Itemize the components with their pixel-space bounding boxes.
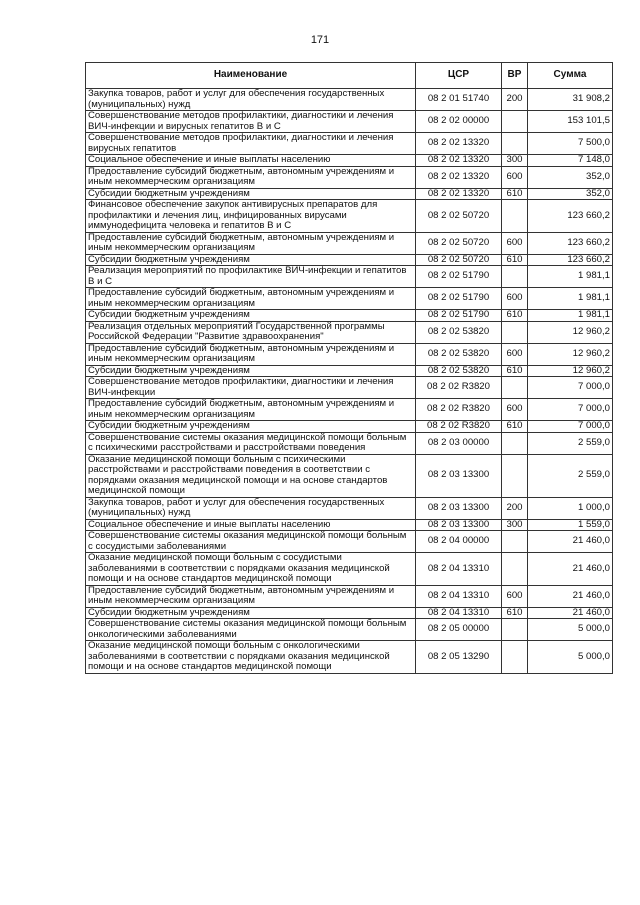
- row-name-cell: Предоставление субсидий бюджетным, автономным учреждениям и иным некоммерческим организациям: [86, 343, 416, 365]
- table-row: [86, 365, 613, 377]
- header-name: Наименование: [86, 63, 416, 89]
- table-row: [86, 399, 613, 421]
- row-csr-cell: 08 2 04 13310: [416, 585, 502, 607]
- row-vr-cell: 300: [502, 155, 528, 167]
- row-vr-cell: [502, 454, 528, 497]
- row-name-cell: Реализация отдельных мероприятий Государственной программы Российской Федерации "Развитие здравоохранения": [86, 321, 416, 343]
- row-sum-cell: 12 960,2: [528, 321, 613, 343]
- row-name-cell: Предоставление субсидий бюджетным, автономным учреждениям и иным некоммерческим организациям: [86, 399, 416, 421]
- row-sum-cell: 12 960,2: [528, 343, 613, 365]
- row-csr-cell: 08 2 02 53820: [416, 365, 502, 377]
- table-body: [86, 89, 613, 674]
- row-csr-cell: 08 2 02 00000: [416, 111, 502, 133]
- row-csr-cell: 08 2 05 00000: [416, 619, 502, 641]
- row-sum-cell: 21 460,0: [528, 553, 613, 586]
- row-name-cell: Социальное обеспечение и иные выплаты населению: [86, 155, 416, 167]
- table-row: [86, 343, 613, 365]
- row-sum-cell: 7 500,0: [528, 133, 613, 155]
- row-vr-cell: 200: [502, 497, 528, 519]
- row-csr-cell: 08 2 02 R3820: [416, 377, 502, 399]
- row-sum-cell: 31 908,2: [528, 89, 613, 111]
- row-csr-cell: 08 2 04 13310: [416, 553, 502, 586]
- row-name-cell: Субсидии бюджетным учреждениям: [86, 607, 416, 619]
- row-sum-cell: 5 000,0: [528, 641, 613, 674]
- row-sum-cell: 7 148,0: [528, 155, 613, 167]
- row-name-cell: Субсидии бюджетным учреждениям: [86, 365, 416, 377]
- table-row: [86, 111, 613, 133]
- table-row: [86, 200, 613, 233]
- row-csr-cell: 08 2 02 50720: [416, 254, 502, 266]
- table-header-row: [86, 63, 613, 89]
- row-name-cell: Предоставление субсидий бюджетным, автономным учреждениям и иным некоммерческим организациям: [86, 585, 416, 607]
- row-sum-cell: 21 460,0: [528, 531, 613, 553]
- row-sum-cell: 1 000,0: [528, 497, 613, 519]
- table-row: [86, 619, 613, 641]
- row-csr-cell: 08 2 02 53820: [416, 343, 502, 365]
- row-vr-cell: 610: [502, 607, 528, 619]
- table-row: [86, 421, 613, 433]
- row-name-cell: Финансовое обеспечение закупок антивирусных препаратов для профилактики и лечения лиц, инфицированных вирусами иммунодефицита человека и гепатитов В и С: [86, 200, 416, 233]
- row-vr-cell: 300: [502, 519, 528, 531]
- row-vr-cell: 610: [502, 254, 528, 266]
- table-row: [86, 288, 613, 310]
- row-name-cell: Совершенствование методов профилактики, диагностики и лечения ВИЧ-инфекции и вирусных гепатитов В и С: [86, 111, 416, 133]
- row-csr-cell: 08 2 02 13320: [416, 133, 502, 155]
- table-row: [86, 607, 613, 619]
- row-csr-cell: 08 2 02 50720: [416, 232, 502, 254]
- row-csr-cell: 08 2 02 53820: [416, 321, 502, 343]
- row-csr-cell: 08 2 01 51740: [416, 89, 502, 111]
- row-vr-cell: 600: [502, 585, 528, 607]
- table-row: [86, 432, 613, 454]
- row-vr-cell: [502, 553, 528, 586]
- row-csr-cell: 08 2 03 13300: [416, 519, 502, 531]
- row-vr-cell: [502, 531, 528, 553]
- row-csr-cell: 08 2 05 13290: [416, 641, 502, 674]
- row-sum-cell: 12 960,2: [528, 365, 613, 377]
- table-row: [86, 232, 613, 254]
- row-name-cell: Оказание медицинской помощи больным с психическими расстройствами и расстройствами поведения в соответствии с порядками оказания медицинской помощи и на основе стандартов медицинской помощи: [86, 454, 416, 497]
- row-vr-cell: 610: [502, 310, 528, 322]
- row-name-cell: Закупка товаров, работ и услуг для обеспечения государственных (муниципальных) нужд: [86, 89, 416, 111]
- row-csr-cell: 08 2 02 R3820: [416, 399, 502, 421]
- row-sum-cell: 1 981,1: [528, 288, 613, 310]
- budget-table: [85, 62, 613, 674]
- row-sum-cell: 5 000,0: [528, 619, 613, 641]
- row-sum-cell: 1 981,1: [528, 266, 613, 288]
- row-name-cell: Совершенствование системы оказания медицинской помощи больным онкологическими заболеваниями: [86, 619, 416, 641]
- row-sum-cell: 153 101,5: [528, 111, 613, 133]
- table-row: [86, 519, 613, 531]
- row-name-cell: Субсидии бюджетным учреждениям: [86, 254, 416, 266]
- row-sum-cell: 21 460,0: [528, 607, 613, 619]
- row-vr-cell: [502, 432, 528, 454]
- row-name-cell: Предоставление субсидий бюджетным, автономным учреждениям и иным некоммерческим организациям: [86, 232, 416, 254]
- row-name-cell: Закупка товаров, работ и услуг для обеспечения государственных (муниципальных) нужд: [86, 497, 416, 519]
- row-vr-cell: 600: [502, 288, 528, 310]
- row-csr-cell: 08 2 02 51790: [416, 266, 502, 288]
- table-row: [86, 254, 613, 266]
- row-sum-cell: 7 000,0: [528, 421, 613, 433]
- table-row: [86, 497, 613, 519]
- row-csr-cell: 08 2 03 13300: [416, 454, 502, 497]
- row-name-cell: Субсидии бюджетным учреждениям: [86, 188, 416, 200]
- header-vr: ВР: [502, 63, 528, 89]
- table-row: [86, 377, 613, 399]
- table-row: [86, 531, 613, 553]
- row-csr-cell: 08 2 02 13320: [416, 166, 502, 188]
- row-vr-cell: [502, 133, 528, 155]
- row-sum-cell: 1 559,0: [528, 519, 613, 531]
- row-sum-cell: 1 981,1: [528, 310, 613, 322]
- table-row: [86, 266, 613, 288]
- row-name-cell: Социальное обеспечение и иные выплаты населению: [86, 519, 416, 531]
- table-row: [86, 89, 613, 111]
- row-vr-cell: 600: [502, 232, 528, 254]
- row-sum-cell: 2 559,0: [528, 432, 613, 454]
- table-row: [86, 321, 613, 343]
- row-name-cell: Предоставление субсидий бюджетным, автономным учреждениям и иным некоммерческим организациям: [86, 288, 416, 310]
- row-vr-cell: 600: [502, 166, 528, 188]
- table-row: [86, 155, 613, 167]
- row-vr-cell: [502, 377, 528, 399]
- table-row: [86, 166, 613, 188]
- row-csr-cell: 08 2 02 13320: [416, 188, 502, 200]
- row-vr-cell: [502, 266, 528, 288]
- row-name-cell: Оказание медицинской помощи больным с сосудистыми заболеваниями в соответствии с порядками оказания медицинской помощи и на основе стандартов медицинской помощи: [86, 553, 416, 586]
- row-csr-cell: 08 2 02 50720: [416, 200, 502, 233]
- row-name-cell: Совершенствование системы оказания медицинской помощи больным с сосудистыми заболеваниями: [86, 531, 416, 553]
- table-row: [86, 310, 613, 322]
- header-sum: Сумма: [528, 63, 613, 89]
- row-csr-cell: 08 2 03 13300: [416, 497, 502, 519]
- row-sum-cell: 7 000,0: [528, 377, 613, 399]
- table-row: [86, 585, 613, 607]
- row-vr-cell: [502, 641, 528, 674]
- row-vr-cell: [502, 200, 528, 233]
- row-vr-cell: [502, 321, 528, 343]
- row-csr-cell: 08 2 04 00000: [416, 531, 502, 553]
- row-sum-cell: 123 660,2: [528, 200, 613, 233]
- row-sum-cell: 7 000,0: [528, 399, 613, 421]
- row-csr-cell: 08 2 03 00000: [416, 432, 502, 454]
- table-row: [86, 553, 613, 586]
- row-csr-cell: 08 2 02 R3820: [416, 421, 502, 433]
- row-csr-cell: 08 2 02 13320: [416, 155, 502, 167]
- row-vr-cell: 610: [502, 188, 528, 200]
- row-vr-cell: 610: [502, 365, 528, 377]
- row-sum-cell: 123 660,2: [528, 254, 613, 266]
- row-name-cell: Совершенствование методов профилактики, диагностики и лечения ВИЧ-инфекции: [86, 377, 416, 399]
- table-row: [86, 454, 613, 497]
- row-vr-cell: [502, 111, 528, 133]
- row-name-cell: Субсидии бюджетным учреждениям: [86, 310, 416, 322]
- row-sum-cell: 352,0: [528, 166, 613, 188]
- row-sum-cell: 352,0: [528, 188, 613, 200]
- row-vr-cell: 600: [502, 399, 528, 421]
- row-sum-cell: 2 559,0: [528, 454, 613, 497]
- table-row: [86, 188, 613, 200]
- row-name-cell: Оказание медицинской помощи больным с онкологическими заболеваниями в соответствии с порядками оказания медицинской помощи и на основе стандартов медицинской помощи: [86, 641, 416, 674]
- page-number: 171: [310, 34, 330, 46]
- row-csr-cell: 08 2 02 51790: [416, 288, 502, 310]
- row-name-cell: Предоставление субсидий бюджетным, автономным учреждениям и иным некоммерческим организациям: [86, 166, 416, 188]
- row-csr-cell: 08 2 02 51790: [416, 310, 502, 322]
- row-vr-cell: 600: [502, 343, 528, 365]
- table-row: [86, 641, 613, 674]
- header-csr: ЦСР: [416, 63, 502, 89]
- row-sum-cell: 21 460,0: [528, 585, 613, 607]
- row-vr-cell: [502, 619, 528, 641]
- row-name-cell: Совершенствование системы оказания медицинской помощи больным с психическими расстройствами и расстройствами поведения: [86, 432, 416, 454]
- row-sum-cell: 123 660,2: [528, 232, 613, 254]
- table-row: [86, 133, 613, 155]
- row-csr-cell: 08 2 04 13310: [416, 607, 502, 619]
- row-vr-cell: 200: [502, 89, 528, 111]
- row-name-cell: Субсидии бюджетным учреждениям: [86, 421, 416, 433]
- row-vr-cell: 610: [502, 421, 528, 433]
- row-name-cell: Реализация мероприятий по профилактике ВИЧ-инфекции и гепатитов В и С: [86, 266, 416, 288]
- row-name-cell: Совершенствование методов профилактики, диагностики и лечения вирусных гепатитов: [86, 133, 416, 155]
